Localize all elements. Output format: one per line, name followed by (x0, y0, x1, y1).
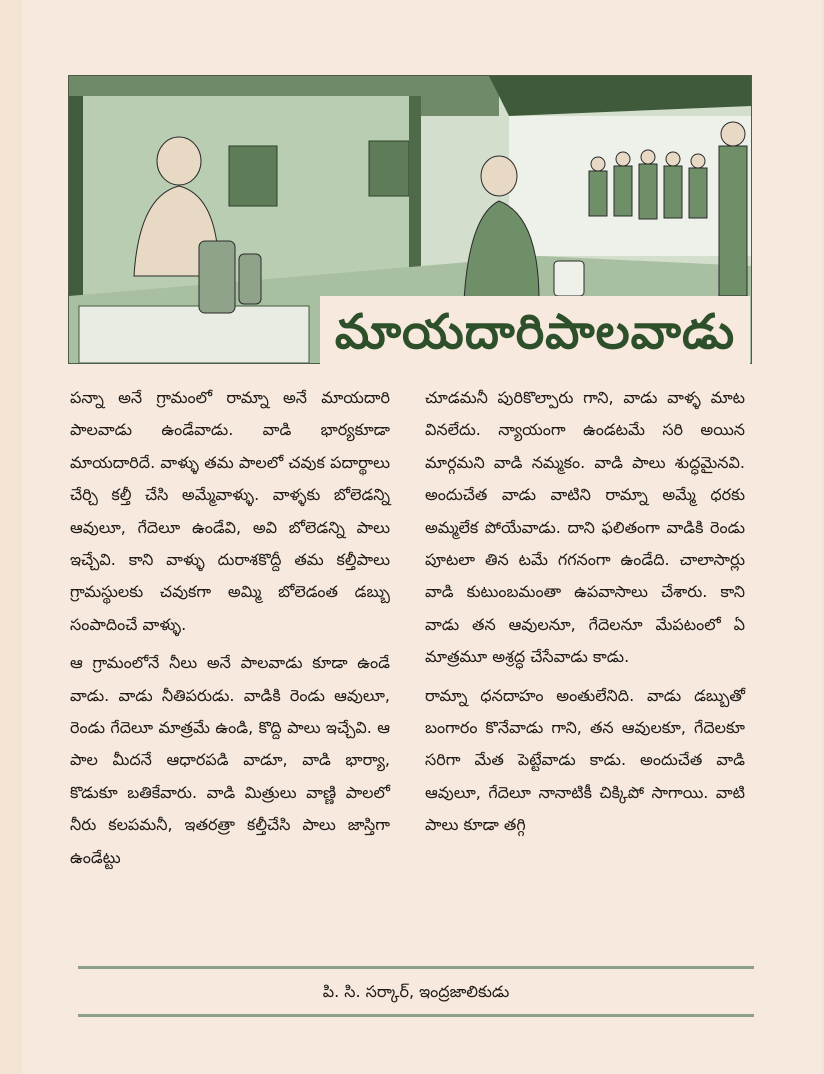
author-credit: పి. సి. సర్కార్, ఇంద్రజాలికుడు (322, 982, 510, 1001)
paragraph: రామ్నా ధనదాహం అంతులేనిది. వాడు డబ్బుతో బంగారం కొనేవాడు గాని, తన ఆవులకూ, గేదెలకూ సరిగా మేత పెట్టేవాడు కాడు. అందుచేత వాడి ఆవులూ, గేదెలూ నానాటికీ చిక్కిపో సాగాయి. వాటి పాలు కూడా తగ్గి (425, 685, 745, 835)
divider-bottom (78, 1014, 754, 1017)
story-title: మాయదారిపాలవాడు (320, 296, 750, 368)
right-text-column (425, 382, 745, 842)
paragraph: ఆ గ్రామంలోనే నీలు అనే పాలవాడు కూడా ఉండే వాడు. వాడు నీతిపరుడు. వాడికి రెండు ఆవులూ, రెండు గేదెలూ మాత్రమే ఉండి, కొద్ది పాలు ఇచ్చేవి. ఆ పాల మీదనే ఆధారపడి వాడూ, వాడి భార్యా, కొడుకూ బతికేవారు. వాడి మిత్రులు వాణ్ణి పాలలో నీరు కలపమనీ, ఇతరత్రా కల్తీచేసి పాలు జాస్తిగా ఉండేట్టు (70, 653, 390, 867)
left-text-column (70, 382, 390, 874)
paragraph: పన్నా అనే గ్రామంలో రామ్నా అనే మాయదారి పాలవాడు ఉండేవాడు. వాడి భార్యకూడా మాయదారిదే. వాళ్ళు తమ పాలలో చవుక పదార్థాలు చేర్చి కల్తీ చేసి అమ్మేవాళ్ళు. వాళ్ళకు బోలెడన్ని ఆవులూ, గేదెలూ ఉండేవి, అవి బోలెడన్ని పాలు ఇచ్చేవి. కాని వాళ్ళు దురాశకొద్దీ తమ కల్తీపాలు గ్రామస్థులకు చవుకగా అమ్మి బోలెడంత డబ్బు సంపాదించే వాళ్ళు. (70, 388, 390, 634)
divider-top (78, 966, 754, 969)
paragraph: చూడమనీ పురికొల్పారు గాని, వాడు వాళ్ళ మాట వినలేదు. న్యాయంగా ఉండటమే సరి అయిన మార్గమని వాడి నమ్మకం. వాడి పాలు శుద్ధమైనవి. అందుచేత వాడు వాటిని రామ్నా అమ్మే ధరకు అమ్మలేక పోయేవాడు. దాని ఫలితంగా వాడికి రెండు పూటలా తిన టమే గగనంగా ఉండేది. చాలాసార్లు వాడి కుటుంబమంతా ఉపవాసాలు చేశారు. కాని వాడు తన ఆవులనూ, గేదెలనూ మేపటంలో ఏ మాత్రమూ అశ్రద్ధ చేసేవాడు కాడు. (425, 388, 745, 667)
